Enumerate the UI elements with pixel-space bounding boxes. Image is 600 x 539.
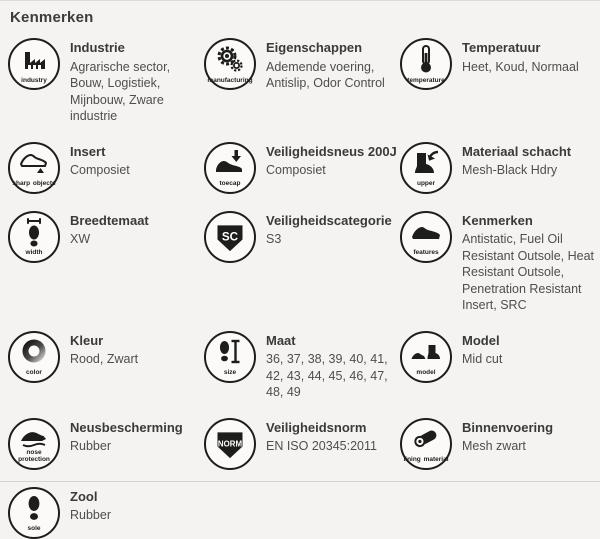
feature-title: Veiligheidsneus 200J — [266, 143, 397, 159]
feature-item — [400, 418, 600, 470]
icon-caption: industry — [21, 76, 47, 84]
temperature-icon — [400, 38, 452, 90]
feature-item — [8, 211, 204, 263]
feature-description: Rubber — [70, 508, 111, 523]
feature-title: Insert — [70, 143, 106, 159]
feature-title: Binnenvoering — [462, 419, 554, 435]
feature-title: Kenmerken — [462, 212, 533, 228]
safety-category-icon — [204, 211, 256, 263]
feature-description: Composiet — [70, 163, 130, 178]
model-icon — [400, 331, 452, 383]
icon-caption: model — [416, 369, 436, 377]
feature-item — [204, 142, 400, 194]
feature-title: Neusbescherming — [70, 419, 183, 435]
feature-description: Ademende voering, Antislip, Odor Control — [266, 59, 385, 91]
icon-caption: sharp objects — [12, 180, 56, 188]
sharp-objects-icon — [8, 142, 60, 194]
feature-title: Breedtemaat — [70, 212, 149, 228]
feature-description: Mesh-Black Hdry — [462, 163, 558, 178]
manufacturing-icon — [204, 38, 256, 90]
icon-caption: features — [413, 249, 439, 257]
svg-text:SC: SC — [221, 229, 239, 243]
feature-title: Maat — [266, 332, 296, 348]
feature-title: Temperatuur — [462, 40, 541, 55]
feature-item — [8, 487, 204, 539]
icon-caption: width — [25, 249, 43, 257]
icon-caption: size — [223, 369, 237, 377]
feature-item — [8, 331, 204, 383]
feature-item — [400, 211, 600, 314]
kenmerken-section — [0, 9, 600, 539]
feature-item — [8, 142, 204, 194]
feature-description: XW — [70, 232, 91, 247]
icon-caption: manufacturing — [207, 76, 253, 84]
width-icon — [8, 211, 60, 263]
feature-description: Mesh zwart — [462, 439, 526, 454]
toecap-icon — [204, 142, 256, 194]
icon-caption: color — [26, 369, 42, 377]
feature-title: Eigenschappen — [266, 40, 363, 55]
feature-description: Rood, Zwart — [70, 352, 139, 367]
feature-description: Heet, Koud, Normaal — [462, 59, 579, 74]
feature-item — [8, 38, 204, 125]
feature-item — [204, 211, 400, 263]
norm-icon — [204, 418, 256, 470]
lining-material-icon — [400, 418, 452, 470]
size-icon — [204, 331, 256, 383]
feature-title: Kleur — [70, 332, 104, 348]
feature-description: Mid cut — [462, 352, 503, 367]
feature-item — [400, 142, 600, 194]
features-grid — [0, 38, 600, 539]
icon-caption: nose protection — [18, 448, 50, 464]
feature-title: Industrie — [70, 40, 125, 55]
icon-caption: sole — [27, 525, 41, 533]
upper-icon — [400, 142, 452, 194]
feature-item — [400, 331, 600, 383]
feature-description: Rubber — [70, 439, 111, 454]
industry-icon — [8, 38, 60, 90]
feature-title: Veiligheidscategorie — [266, 212, 392, 228]
feature-item — [8, 418, 204, 470]
feature-description: Agrarische sector, Bouw, Logistiek, Mijnbouw, Zware industrie — [70, 59, 171, 124]
feature-description: EN ISO 20345:2011 — [266, 439, 377, 454]
nose-protection-icon — [8, 418, 60, 470]
feature-description: Composiet — [266, 163, 326, 178]
color-icon — [8, 331, 60, 383]
feature-title: Veiligheidsnorm — [266, 419, 367, 435]
feature-title: Materiaal schacht — [462, 143, 572, 159]
features-icon — [400, 211, 452, 263]
icon-caption: lining material — [403, 456, 449, 464]
feature-item — [400, 38, 600, 90]
feature-description: S3 — [266, 232, 282, 247]
feature-item — [204, 418, 400, 470]
feature-item — [204, 38, 400, 92]
page-title: Kenmerken — [10, 9, 94, 26]
icon-caption: toecap — [219, 180, 241, 188]
feature-description: 36, 37, 38, 39, 40, 41, 42, 43, 44, 45, 46, 47, 48, 49 — [266, 352, 388, 400]
feature-item — [204, 331, 400, 401]
sole-icon — [8, 487, 60, 539]
feature-title: Zool — [70, 488, 98, 504]
feature-description: Antistatic, Fuel Oil Resistant Outsole, Heat Resistant Outsole, Penetration Resistant Insert, SRC — [462, 232, 595, 313]
svg-text:NORM: NORM — [217, 439, 243, 449]
icon-caption: upper — [416, 180, 436, 188]
feature-title: Model — [462, 332, 500, 348]
icon-caption: temperature — [407, 76, 445, 84]
